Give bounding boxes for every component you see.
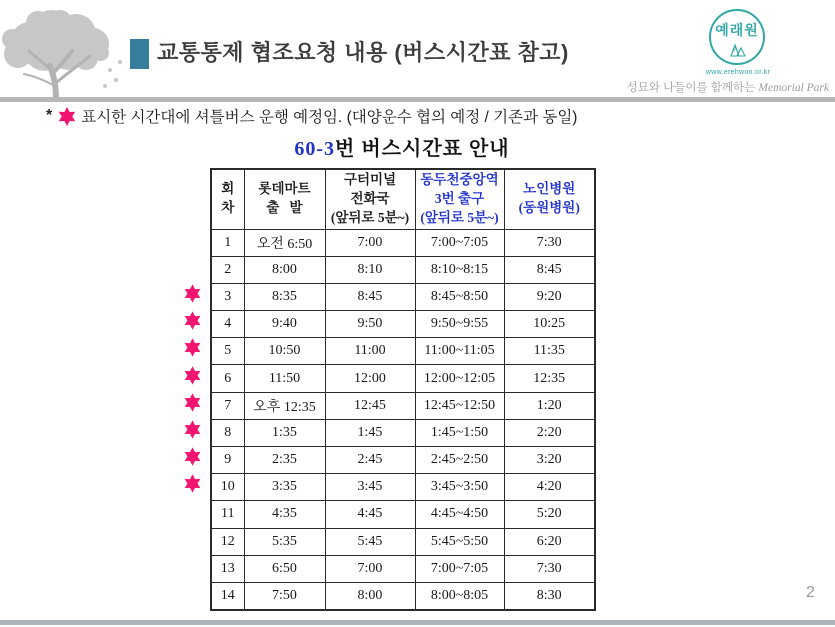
- table-cell: 3:35: [244, 474, 325, 501]
- table-cell: 5: [211, 338, 244, 365]
- table-row: [211, 256, 595, 283]
- table-cell: 12:00~12:05: [415, 365, 504, 392]
- table-cell: 8:10: [325, 256, 415, 283]
- shuttle-star-icon: [181, 338, 204, 363]
- table-cell: 1:45: [325, 419, 415, 446]
- table-cell: 4:20: [504, 474, 595, 501]
- table-cell: 7:30: [504, 555, 595, 582]
- table-cell: 6: [211, 365, 244, 392]
- table-cell: 9:40: [244, 311, 325, 338]
- table-row: [211, 365, 595, 392]
- timetable-title: [210, 132, 594, 161]
- shuttle-star-icon: [181, 365, 204, 390]
- table-cell: 7: [211, 392, 244, 419]
- table-cell: 2:45~2:50: [415, 447, 504, 474]
- table-row: [211, 419, 595, 446]
- table-cell: 8:10~8:15: [415, 256, 504, 283]
- column-header: 구터미널 전화국 (앞뒤로 5분~): [325, 169, 415, 229]
- logo-trees-icon: [724, 41, 750, 57]
- table-cell: 12:35: [504, 365, 595, 392]
- table-row: [211, 501, 595, 528]
- table-cell: 13: [211, 555, 244, 582]
- table-cell: 7:00~7:05: [415, 555, 504, 582]
- timetable-body: [211, 229, 595, 610]
- table-cell: 3: [211, 283, 244, 310]
- table-cell: 1:45~1:50: [415, 419, 504, 446]
- table-cell: 9:50: [325, 311, 415, 338]
- table-cell: 4:45~4:50: [415, 501, 504, 528]
- table-cell: 11:35: [504, 338, 595, 365]
- bus-timetable: [210, 168, 596, 611]
- table-cell: 7:30: [504, 229, 595, 256]
- logo-tagline-en: Memorial Park: [758, 82, 829, 94]
- table-cell: 5:45~5:50: [415, 528, 504, 555]
- logo-name: 예래원: [715, 22, 759, 38]
- table-cell: 12:45~12:50: [415, 392, 504, 419]
- table-cell: 10:50: [244, 338, 325, 365]
- page-title: 교통통제 협조요청 내용 (버스시간표 참고): [157, 40, 569, 65]
- table-cell: 4:45: [325, 501, 415, 528]
- table-cell: 5:45: [325, 528, 415, 555]
- shuttle-star-icon: [181, 311, 204, 336]
- table-cell: 8:45~8:50: [415, 283, 504, 310]
- table-cell: 3:45~3:50: [415, 474, 504, 501]
- table-cell: 7:00: [325, 229, 415, 256]
- table-cell: 11:00~11:05: [415, 338, 504, 365]
- table-cell: 8:30: [504, 582, 595, 609]
- shuttle-star-icon: [181, 392, 204, 417]
- timetable-title-rest: 번 버스시간표 안내: [335, 138, 510, 160]
- tree-artwork: [0, 6, 128, 98]
- table-cell: 7:00: [325, 555, 415, 582]
- shuttle-star-icon: [181, 284, 204, 309]
- table-cell: 4:35: [244, 501, 325, 528]
- table-cell: 8:00: [244, 256, 325, 283]
- table-row: [211, 555, 595, 582]
- column-header: 동두천중앙역 3번 출구 (앞뒤로 5분~): [415, 169, 504, 229]
- table-cell: 14: [211, 582, 244, 609]
- column-header: 회 차: [211, 169, 244, 229]
- note-text: 표시한 시간대에 셔틀버스 운행 예정임. (대양운수 협의 예정 / 기존과 동일): [81, 109, 578, 126]
- page-number: 2: [806, 584, 815, 601]
- logo-url: www.erehwon.or.kr: [705, 69, 771, 76]
- table-row: [211, 338, 595, 365]
- table-row: [211, 283, 595, 310]
- table-cell: 8:35: [244, 283, 325, 310]
- table-cell: 2:35: [244, 447, 325, 474]
- header-divider: [0, 97, 835, 102]
- table-cell: 3:45: [325, 474, 415, 501]
- table-cell: 3:20: [504, 447, 595, 474]
- table-cell: 12:45: [325, 392, 415, 419]
- table-cell: 9:20: [504, 283, 595, 310]
- table-cell: 2: [211, 256, 244, 283]
- table-cell: 8:45: [325, 283, 415, 310]
- table-cell: 2:45: [325, 447, 415, 474]
- table-cell: 1:35: [244, 419, 325, 446]
- table-cell: 2:20: [504, 419, 595, 446]
- table-cell: 11:50: [244, 365, 325, 392]
- table-cell: 12:00: [325, 365, 415, 392]
- table-cell: 6:20: [504, 528, 595, 555]
- table-row: [211, 474, 595, 501]
- table-cell: 7:50: [244, 582, 325, 609]
- timetable-title-busno: 60-3: [294, 138, 336, 160]
- table-cell: 1: [211, 229, 244, 256]
- column-header: 노인병원 (동원병원): [504, 169, 595, 229]
- table-cell: 7:00~7:05: [415, 229, 504, 256]
- table-cell: 8:00~8:05: [415, 582, 504, 609]
- table-cell: 10:25: [504, 311, 595, 338]
- table-cell: 4: [211, 311, 244, 338]
- table-cell: 9: [211, 447, 244, 474]
- bottom-bar: [0, 620, 835, 625]
- table-cell: 6:50: [244, 555, 325, 582]
- table-row: [211, 392, 595, 419]
- table-cell: 8:00: [325, 582, 415, 609]
- logo-tagline-kr: 성묘와 나들이를 함께하는: [626, 82, 759, 94]
- table-cell: 12: [211, 528, 244, 555]
- shuttle-star-icon: [181, 474, 204, 499]
- table-cell: 오후 12:35: [244, 392, 325, 419]
- title-bullet-square: [130, 39, 149, 69]
- table-cell: 오전 6:50: [244, 229, 325, 256]
- table-cell: 5:35: [244, 528, 325, 555]
- table-cell: 8:45: [504, 256, 595, 283]
- table-cell: 11:00: [325, 338, 415, 365]
- table-row: [211, 582, 595, 609]
- table-cell: 1:20: [504, 392, 595, 419]
- erehwon-logo: [709, 9, 765, 65]
- table-row: [211, 528, 595, 555]
- shuttle-note: [46, 105, 577, 127]
- table-cell: 8: [211, 419, 244, 446]
- column-header: 롯데마트 출 발: [244, 169, 325, 229]
- table-row: [211, 311, 595, 338]
- table-row: [211, 229, 595, 256]
- table-cell: 9:50~9:55: [415, 311, 504, 338]
- note-asterisk: *: [46, 107, 53, 124]
- shuttle-star-icon: [181, 420, 204, 445]
- table-cell: 10: [211, 474, 244, 501]
- shuttle-star-icon: [55, 106, 79, 127]
- timetable-header: [211, 169, 595, 229]
- logo-tagline: [627, 79, 829, 95]
- table-cell: 11: [211, 501, 244, 528]
- table-row: [211, 447, 595, 474]
- shuttle-star-icon: [181, 447, 204, 472]
- table-cell: 5:20: [504, 501, 595, 528]
